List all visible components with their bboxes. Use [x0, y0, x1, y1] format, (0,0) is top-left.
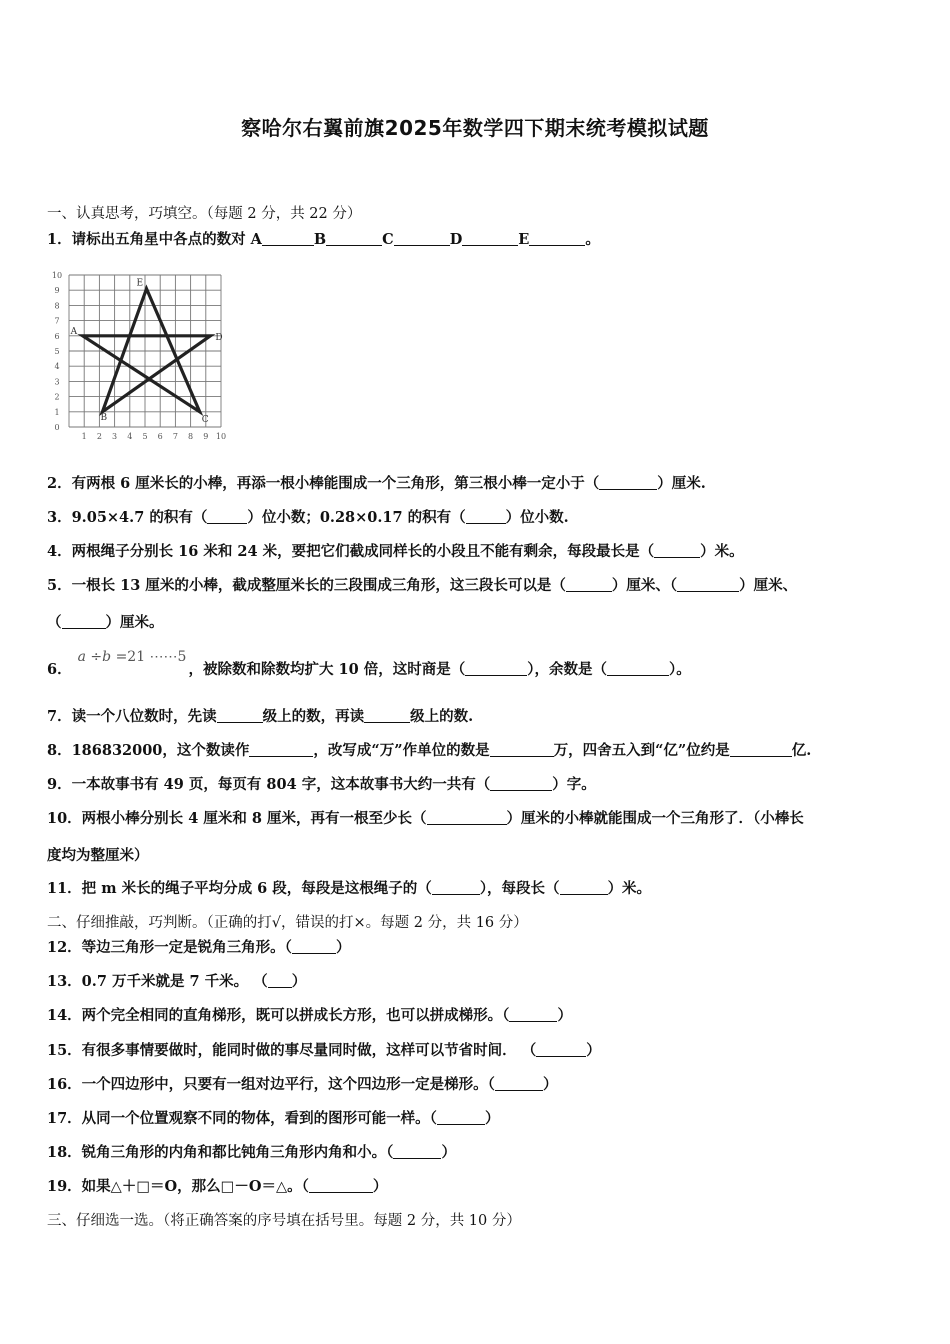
x-tick-label: 6: [157, 432, 163, 441]
answer-blank[interactable]: [607, 661, 669, 676]
x-tick-label: 9: [203, 432, 209, 441]
y-tick-label: 10: [51, 271, 63, 280]
division-formula: a ÷b =21 ⋯⋯5: [77, 649, 187, 665]
answer-blank[interactable]: [466, 509, 506, 524]
origin-label: 0: [54, 423, 60, 432]
question-5: 5．一根长 13 厘米的小棒，截成整厘米长的三段围成三角形，这三段长可以是（ ）厘米、（ ）厘米、: [47, 577, 798, 594]
question-7: 7．读一个八位数时，先读 级上的数，再读 级上的数.: [47, 708, 474, 725]
y-tick-label: 3: [54, 377, 60, 387]
answer-blank[interactable]: [509, 1007, 557, 1022]
x-tick-label: 10: [215, 432, 227, 441]
question-17: 17．从同一个位置观察不同的物体，看到的图形可能一样。（ ）: [47, 1110, 500, 1127]
question-2: 2．有两根 6 厘米长的小棒，再添一根小棒能围成一个三角形，第三根小棒一定小于（ ）厘米.: [47, 475, 706, 492]
question-14: 14．两个完全相同的直角梯形，既可以拼成长方形，也可以拼成梯形。（ ）: [47, 1007, 572, 1024]
answer-blank[interactable]: [292, 939, 336, 954]
y-tick-label: 7: [54, 316, 60, 326]
answer-blank[interactable]: [560, 880, 608, 895]
point-label-b: B: [100, 412, 108, 423]
answer-blank[interactable]: [465, 661, 527, 676]
x-tick-label: 7: [172, 432, 178, 441]
y-tick-label: 2: [54, 392, 60, 402]
question-10: 10．两根小棒分别长 4 厘米和 8 厘米，再有一根至少长（ ）厘米的小棒就能围成一个三角形了．（小棒长: [47, 810, 804, 827]
answer-blank[interactable]: [268, 973, 292, 988]
y-tick-label: 9: [54, 286, 60, 296]
question-11: 11．把 m 米长的绳子平均分成 6 段，每段是这根绳子的（ ），每段长（ ）米。: [47, 880, 652, 897]
point-label-d: D: [215, 332, 223, 343]
question-10-continued: 度均为整厘米）: [47, 847, 149, 864]
x-tick-label: 1: [81, 432, 87, 441]
y-tick-label: 5: [54, 347, 60, 356]
answer-blank[interactable]: [393, 1144, 441, 1159]
y-tick-label: 1: [54, 407, 60, 417]
question-16: 16．一个四边形中，只要有一组对边平行，这个四边形一定是梯形。（ ）: [47, 1076, 558, 1093]
answer-blank[interactable]: [490, 776, 552, 791]
question-12: 12．等边三角形一定是锐角三角形。（ ）: [47, 939, 351, 956]
y-tick-label: 8: [54, 301, 60, 311]
point-label-e: E: [136, 278, 144, 289]
y-tick-label: 4: [54, 362, 60, 372]
answer-blank[interactable]: [677, 577, 739, 592]
section-2-heading: 二、仔细推敲，巧判断。（正确的打√，错误的打×。每题 2 分，共 16 分）: [47, 915, 528, 931]
question-9: 9．一本故事书有 49 页，每页有 804 字，这本故事书大约一共有（ ）字。: [47, 776, 596, 793]
blank-b[interactable]: [326, 231, 382, 246]
answer-blank[interactable]: [495, 1076, 543, 1091]
section-1-heading: 一、认真思考，巧填空。（每题 2 分，共 22 分）: [47, 206, 362, 222]
point-label-a: A: [70, 326, 78, 337]
answer-blank[interactable]: [599, 475, 657, 490]
x-tick-label: 5: [142, 432, 148, 441]
question-18: 18．锐角三角形的内角和都比钝角三角形内角和小。（ ）: [47, 1144, 456, 1161]
answer-blank[interactable]: [207, 509, 247, 524]
blank-e[interactable]: [529, 231, 585, 246]
blank-d[interactable]: [462, 231, 518, 246]
answer-blank[interactable]: [309, 1178, 373, 1193]
answer-blank[interactable]: [437, 1110, 485, 1125]
x-tick-label: 3: [112, 432, 118, 441]
blank-a[interactable]: [262, 231, 314, 246]
blank-c[interactable]: [394, 231, 450, 246]
x-tick-label: 4: [127, 432, 133, 441]
point-label-c: C: [201, 414, 209, 425]
answer-blank[interactable]: [730, 742, 792, 757]
answer-blank[interactable]: [654, 543, 700, 558]
answer-blank[interactable]: [490, 742, 554, 757]
answer-blank[interactable]: [217, 708, 263, 723]
question-6: 6．a ÷b =21 ⋯⋯5，被除数和除数均扩大 10 倍，这时商是（ ），余数是（ ）。: [47, 649, 691, 678]
star-grid-figure: [40, 252, 285, 447]
question-19: 19．如果△＋□＝O，那么□－O＝△。（ ）: [47, 1178, 388, 1195]
question-8: 8．186832000，这个数读作 ，改写成“万”作单位的数是 万，四舍五入到“亿”位约是 亿.: [47, 742, 812, 759]
answer-blank[interactable]: [566, 577, 612, 592]
x-tick-label: 2: [96, 432, 102, 441]
section-3-heading: 三、仔细选一选。（将正确答案的序号填在括号里。每题 2 分，共 10 分）: [47, 1213, 521, 1229]
answer-blank[interactable]: [536, 1042, 586, 1057]
question-1: 1．请标出五角星中各点的数对 A B C D E 。: [47, 231, 600, 248]
y-tick-label: 6: [54, 331, 60, 341]
star-shape: [83, 289, 211, 412]
question-5-continued: （ ）厘米。: [47, 614, 164, 631]
question-3: 3．9.05×4.7 的积有（ ）位小数；0.28×0.17 的积有（ ）位小数.: [47, 509, 569, 526]
answer-blank[interactable]: [427, 810, 507, 825]
question-15: 15．有很多事情要做时，能同时做的事尽量同时做，这样可以节省时间． （ ）: [47, 1042, 601, 1059]
answer-blank[interactable]: [364, 708, 410, 723]
answer-blank[interactable]: [62, 614, 106, 629]
page-title: 察哈尔右翼前旗2025年数学四下期末统考模拟试题: [241, 116, 709, 140]
question-13: 13．0.7 万千米就是 7 千米。 （ ）: [47, 973, 307, 990]
answer-blank[interactable]: [432, 880, 480, 895]
question-4: 4．两根绳子分别长 16 米和 24 米，要把它们截成同样长的小段且不能有剩余，每段最长是（ ）米。: [47, 543, 744, 560]
answer-blank[interactable]: [249, 742, 313, 757]
x-tick-label: 8: [188, 432, 194, 441]
